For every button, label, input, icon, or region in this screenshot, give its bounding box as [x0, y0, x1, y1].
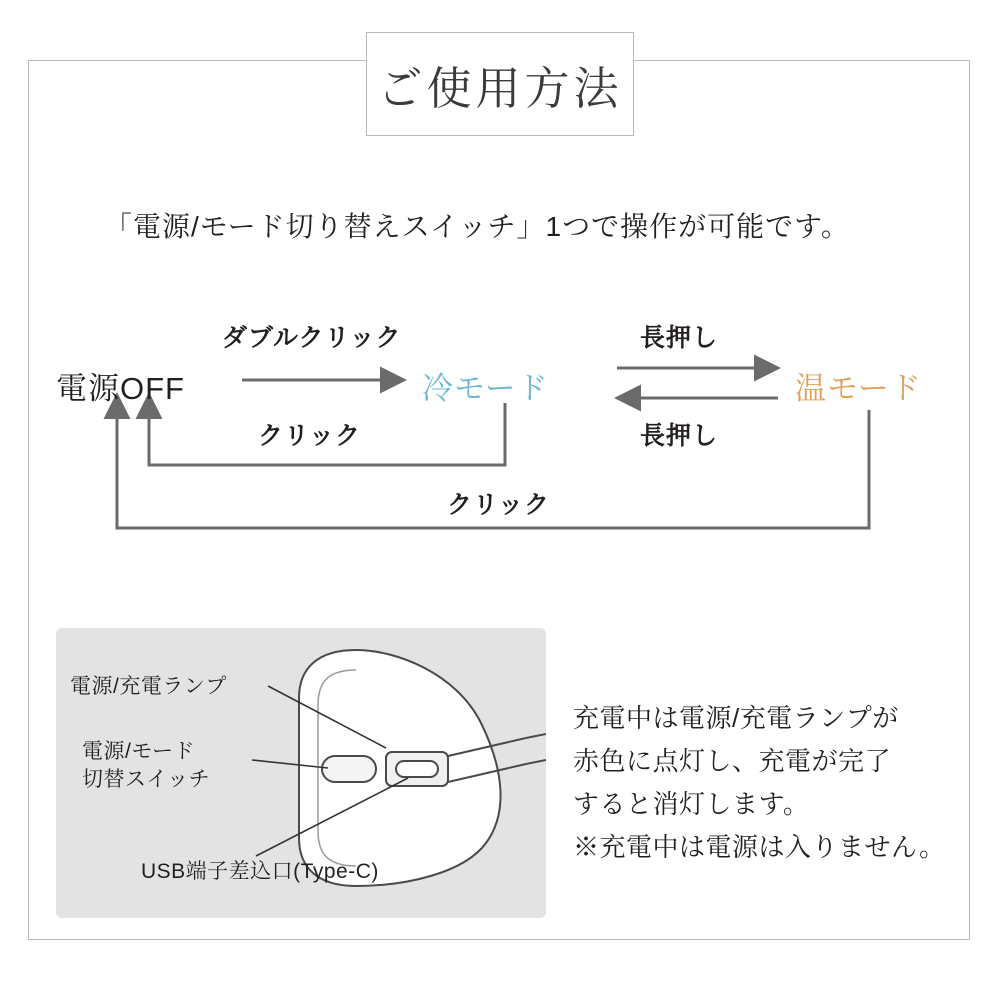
- label-long-press-to-cool: 長押し: [640, 422, 719, 450]
- charging-note-line1: 充電中は電源/充電ランプが: [573, 703, 899, 733]
- node-warm-mode: 温モード: [795, 371, 922, 406]
- callout-power-charge-lamp: 電源/充電ランプ: [70, 675, 227, 698]
- charging-note: [573, 697, 963, 869]
- charging-note-line4: ※充電中は電源は入りません。: [573, 831, 946, 862]
- flow-arrows: [0, 300, 1000, 560]
- label-double-click: ダブルクリック: [222, 324, 402, 352]
- product-illustration: [56, 628, 546, 918]
- label-long-press-to-warm: 長押し: [640, 324, 719, 352]
- charging-note-line3: すると消灯します。: [573, 788, 810, 819]
- label-click-cool-to-off: クリック: [258, 422, 362, 450]
- callout-usb-port: USB端子差込口(Type-C): [141, 860, 379, 883]
- callout-mode-switch-line2: 切替スイッチ: [82, 768, 211, 792]
- charging-note-line2: 赤色に点灯し、充電が完了: [573, 745, 892, 776]
- lead-text: 「電源/モード切り替えスイッチ」1つで操作が可能です。: [104, 211, 850, 242]
- label-click-warm-to-off: クリック: [447, 491, 551, 519]
- node-cool-mode: 冷モード: [422, 371, 549, 406]
- node-power-off: 電源OFF: [56, 371, 185, 406]
- page-title: ご使用方法: [377, 62, 623, 114]
- title-box: [366, 32, 634, 136]
- callout-mode-switch-line1: 電源/モード: [82, 740, 195, 763]
- callout-mode-switch: [82, 738, 210, 795]
- mode-flow-diagram: [0, 300, 1000, 560]
